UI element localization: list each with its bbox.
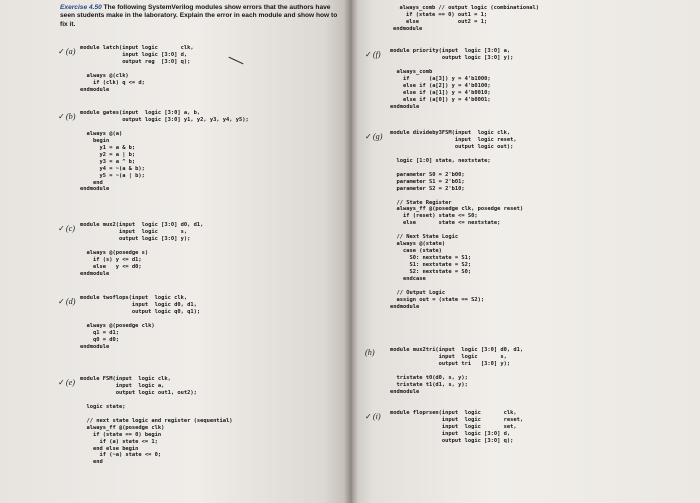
exercise-intro: [60, 4, 345, 29]
part-b-label: ✓(b): [58, 112, 76, 121]
part-e-code: module FSM(input logic clk, input logic a, output logic out1, out2); logic state; // next state logic and register (sequential) always_ff @(posedge clk) if (state == 0) begin if (a) state <= 1; end else begin if (~a) state <= 0; end: [80, 376, 233, 466]
tick-mark-icon: ✓: [58, 112, 65, 121]
tick-mark-icon: ✓: [365, 132, 372, 141]
tick-mark-icon: ✓: [365, 50, 372, 59]
part-a-label: ✓(a): [58, 47, 76, 56]
part-h-label: (h): [365, 348, 375, 357]
tick-mark-icon: ✓: [365, 412, 372, 421]
part-i-code: module floprsen(input logic clk, input logic reset, input logic set, input logic [3:0] d, output logic [3:0] q);: [390, 410, 524, 444]
tick-mark-icon: ✓: [58, 47, 65, 56]
right-page: [352, 0, 700, 503]
book-gutter: [344, 0, 358, 503]
part-f-code: module priority(input logic [3:0] a, output logic [3:0] y); always_comb if (a[3]) y = 4'b1000; else if (a[2]) y = 4'b0100; else if (a[1]) y = 4'b0010; else if (a[0]) y = 4'b0001; endmodule: [390, 48, 514, 110]
fsm-output-logic-code: always_comb // output logic (combinational) if (state == 0) out1 = 1; else out2 = 1; endmodule: [393, 5, 540, 32]
tick-mark-icon: ✓: [58, 378, 65, 387]
part-d-label: ✓(d): [58, 297, 76, 306]
part-h-code: module mux2tri(input logic [3:0] d0, d1, input logic s, output tri [3:0] y); tristate t0(d0, s, y); tristate t1(d1, s, y); endmodule: [390, 347, 524, 395]
part-g-code: module divideby3FSM(input logic clk, input logic reset, output logic out); logic [1:0] state, nextstate; parameter S0 = 2'b00; parameter S1 = 2'b01; parameter S2 = 2'b10; // State Register always_ff @(posedge clk, posedge reset) if (reset) state <= S0; else state <= nextstate; // Next State Logic always @(state) case (state) S0: nextstate = S1; S1: nextstate = S2; S2: nextstate = S0; endcase // Output Logic assign out = (state == S2); endmodule: [390, 130, 524, 310]
part-b-code: module gates(input logic [3:0] a, b, output logic [3:0] y1, y2, y3, y4, y5); always @(a) begin y1 = a & b; y2 = a | b; y3 = a ^ b; y4 = ~(a & b); y5 = ~(a | b); end endmodule: [80, 110, 249, 193]
tick-mark-icon: ✓: [58, 297, 65, 306]
part-a-code: module latch(input logic clk, input logic [3:0] d, output reg [3:0] q); always @(clk) if (clk) q <= d; endmodule: [80, 45, 194, 93]
part-c-label: ✓(c): [58, 224, 75, 233]
part-d-code: module twoflops(input logic clk, input logic d0, d1, output logic q0, q1); always @(posedge clk) q1 = d1; q0 = d0; endmodule: [80, 295, 201, 350]
part-g-label: ✓(g): [365, 132, 383, 141]
part-e-label: ✓(e): [58, 378, 75, 387]
part-c-code: module mux2(input logic [3:0] d0, d1, input logic s, output logic [3:0] y); always @(posedge s) if (s) y <= d1; else y <= d0; endmodule: [80, 222, 204, 277]
part-f-label: ✓(f): [365, 50, 381, 59]
exercise-text: The following SystemVerilog modules show errors that the authors have seen students make in the laboratory. Explain the error in each module and show how to fix it.: [60, 4, 338, 28]
tick-mark-icon: ✓: [58, 224, 65, 233]
pen-stroke: [229, 57, 244, 65]
exercise-number: Exercise 4.50: [60, 4, 102, 11]
part-i-label: ✓(i): [365, 412, 381, 421]
